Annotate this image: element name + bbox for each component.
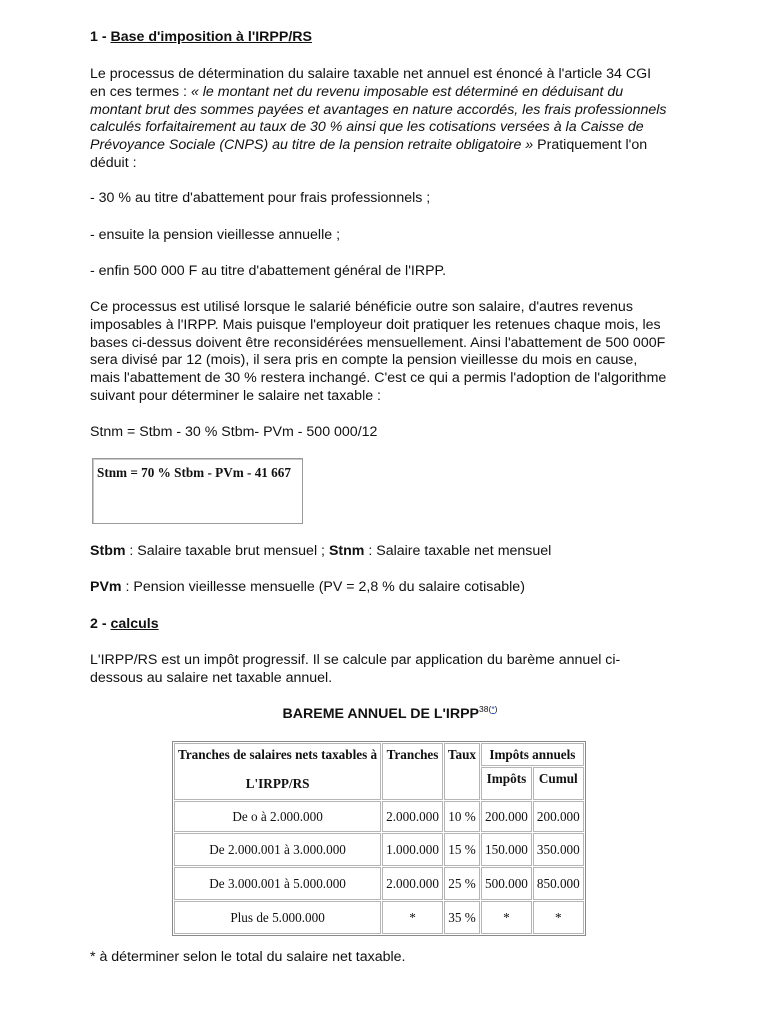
header-impots: Impôts xyxy=(481,767,532,800)
cell-taux: 25 % xyxy=(444,867,480,900)
formula-box-text: Stnm = 70 % Stbm - PVm - 41 667 xyxy=(97,465,291,480)
cell-tranche: 2.000.000 xyxy=(382,801,443,832)
header-tranches: Tranches xyxy=(382,743,443,800)
section-1-heading xyxy=(90,29,670,47)
header-impots-annuels: Impôts annuels xyxy=(481,743,584,766)
footnote-link[interactable]: * xyxy=(491,704,495,714)
table-row xyxy=(174,867,584,900)
header-taux: Taux xyxy=(444,743,480,800)
irpp-bareme-table xyxy=(172,741,586,936)
section-1-title: Base d'imposition à l'IRPP/RS xyxy=(110,29,312,45)
intro-quote: « le montant net du revenu imposable est déterminé en déduisant du montant brut des sommes payées et avantages en nature accordés, les frais professionnels calculés forfaitairement au taux de 30 % ainsi que les cotisations versées à la Caisse de Prévoyance Sociale (CNPS) au titre de la pension retraite obligatoire » xyxy=(90,83,667,154)
intro-text-after: Pratiquement l'on déduit : xyxy=(90,137,648,171)
cell-cumul: 850.000 xyxy=(533,867,584,900)
table-footnote: * à déterminer selon le total du salaire net taxable. xyxy=(90,949,406,965)
deduction-item: - 30 % au titre d'abattement pour frais professionnels ; xyxy=(90,190,431,206)
pvm-term: PVm xyxy=(90,579,122,595)
process-paragraph: Ce processus est utilisé lorsque le salarié bénéficie outre son salaire, d'autres revenus imposables à l'IRPP. Mais puisque l'employeur doit pratiquer les retenues chaque mois, les bases ci-dessus doivent être reconsidérées mensuellement. Ainsi l'abattement de 500 000F sera divisé par 12 (mois), il sera pris en compte la pension vieillesse du mois en cause, mais l'abattement de 30 % restera inchangé. C'est ce qui a permis l'adoption de l'algorithme suivant pour déterminer le salaire net taxable : xyxy=(90,299,667,404)
table-title xyxy=(90,704,690,722)
cell-cumul: * xyxy=(533,901,584,934)
table-row xyxy=(174,801,584,832)
header-col-range xyxy=(174,743,381,800)
cell-taux: 15 % xyxy=(444,833,480,866)
cell-taux: 35 % xyxy=(444,901,480,934)
pvm-definition: : Pension vieillesse mensuelle (PV = 2,8 % du salaire cotisable) xyxy=(121,579,525,595)
stnm-definition: : Salaire taxable net mensuel xyxy=(364,543,552,559)
stbm-term: Stbm xyxy=(90,543,126,559)
cell-range: De o à 2.000.000 xyxy=(174,801,381,832)
header-col-range-line-2: L'IRPP/RS xyxy=(245,776,310,791)
cell-tranche: 2.000.000 xyxy=(382,867,443,900)
cell-range: Plus de 5.000.000 xyxy=(174,901,381,934)
intro-text-before: Le processus de détermination du salaire taxable net annuel est énoncé à l'article 34 CGI en ces termes : xyxy=(90,66,652,100)
cell-cumul: 200.000 xyxy=(533,801,584,832)
section-1-number: 1 - xyxy=(90,29,111,45)
intro-paragraph xyxy=(90,66,670,173)
footnote-number: 38 xyxy=(479,704,489,714)
cell-impot: 200.000 xyxy=(481,801,532,832)
calc-paragraph: L'IRPP/RS est un impôt progressif. Il se calcule par application du barème annuel ci-dessous au salaire net taxable annuel. xyxy=(90,652,621,686)
deduction-item: - enfin 500 000 F au titre d'abattement général de l'IRPP. xyxy=(90,263,447,279)
formula-line: Stnm = Stbm - 30 % Stbm- PVm - 500 000/12 xyxy=(90,424,378,440)
header-cumul: Cumul xyxy=(533,767,584,800)
definitions-line-2 xyxy=(90,579,670,597)
section-2-heading xyxy=(90,616,670,634)
cell-tranche: * xyxy=(382,901,443,934)
section-2-title: calculs xyxy=(110,616,159,632)
formula-box xyxy=(92,458,303,524)
footnote-reference: 38(*) xyxy=(479,704,498,714)
cell-impot: 500.000 xyxy=(481,867,532,900)
table-row xyxy=(174,901,584,934)
section-2-number: 2 - xyxy=(90,616,111,632)
cell-impot: * xyxy=(481,901,532,934)
cell-tranche: 1.000.000 xyxy=(382,833,443,866)
cell-impot: 150.000 xyxy=(481,833,532,866)
header-col-range-line-1: Tranches de salaires nets taxables à xyxy=(178,747,378,762)
cell-range: De 3.000.001 à 5.000.000 xyxy=(174,867,381,900)
cell-taux: 10 % xyxy=(444,801,480,832)
table-row xyxy=(174,833,584,866)
cell-range: De 2.000.001 à 3.000.000 xyxy=(174,833,381,866)
stnm-term: Stnm xyxy=(328,543,365,559)
deduction-item: - ensuite la pension vieillesse annuelle ; xyxy=(90,227,341,243)
definitions-line-1 xyxy=(90,543,670,561)
table-title-text: BAREME ANNUEL DE L'IRPP xyxy=(282,706,480,722)
cell-cumul: 350.000 xyxy=(533,833,584,866)
stbm-definition: : Salaire taxable brut mensuel ; xyxy=(125,543,329,559)
